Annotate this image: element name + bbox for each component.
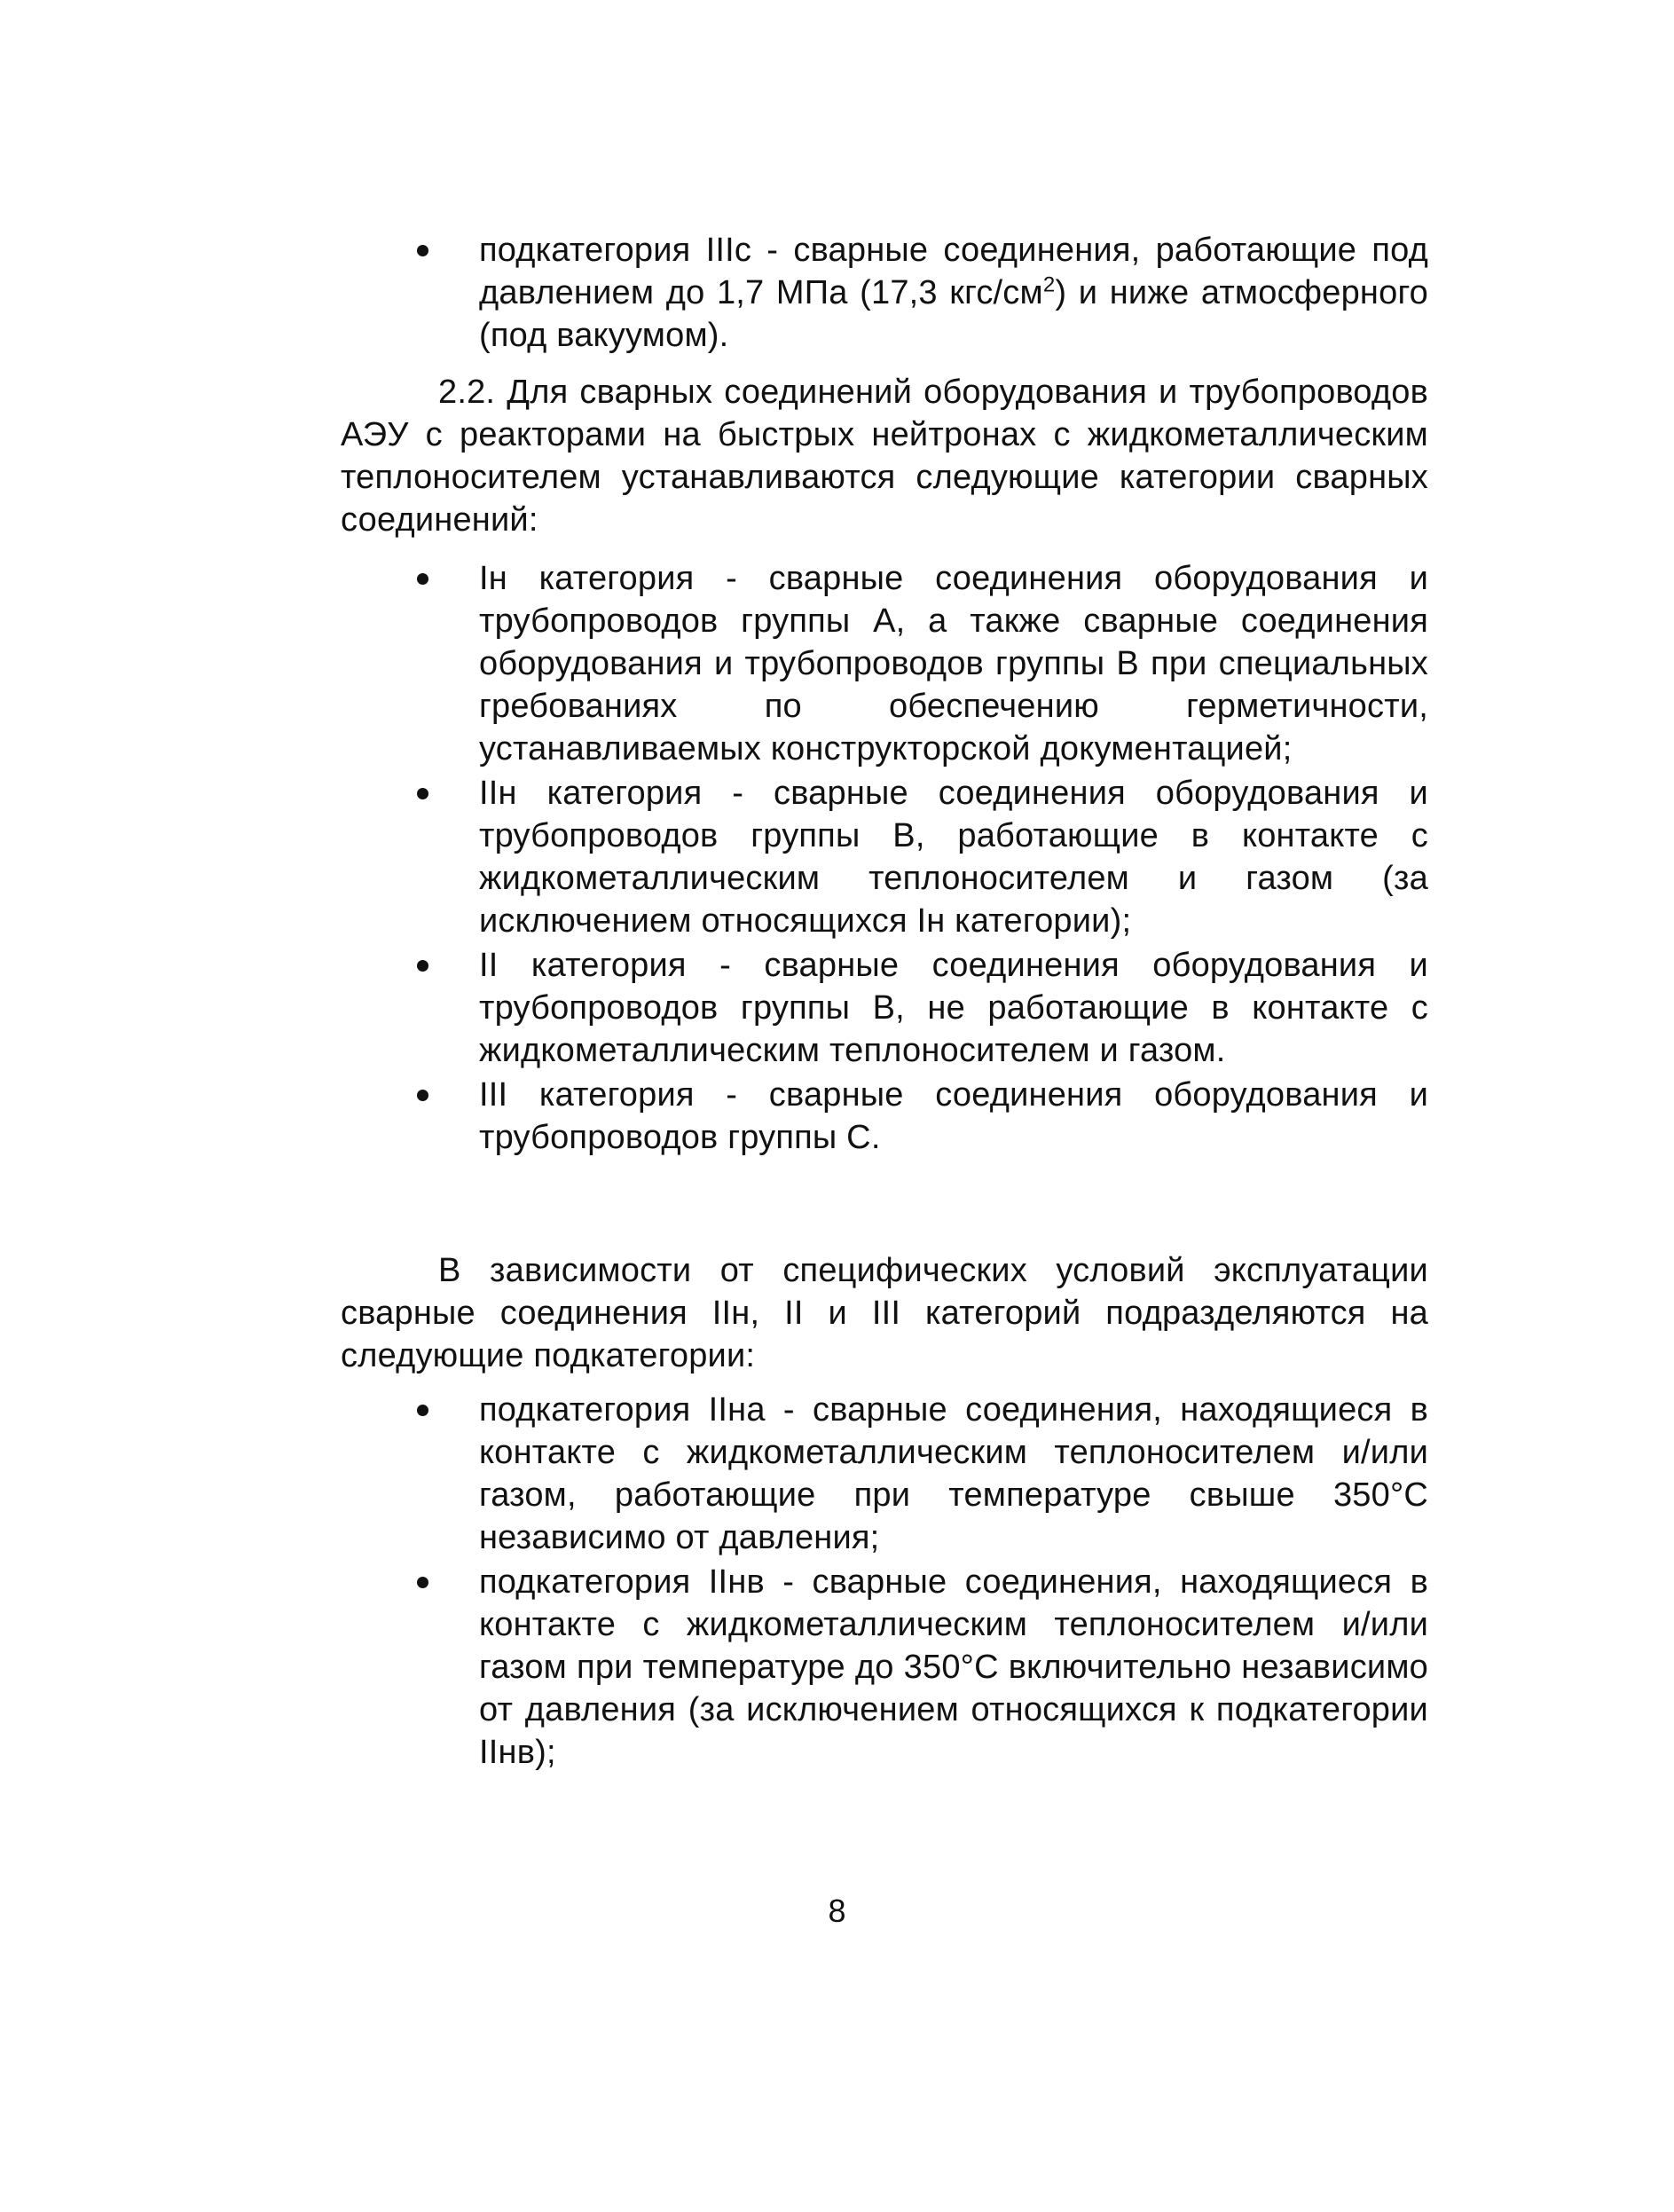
page-number: 8 [828, 1893, 846, 1929]
category-text: IIн категория - сварные соединения оборудования и трубопроводов группы В, работающие в контакте с жидкометаллическим теплоносителем и газом (за исключением относящихся Iн категории); [479, 775, 1428, 940]
list-item [408, 557, 1428, 770]
bullet-icon [417, 1090, 428, 1101]
bullet-text: подкатегория IIIс - сварные соединения, работающие под давлением до 1,7 МПа (17,3 кгс/см [479, 232, 1428, 311]
paragraph-2-2: 2.2. Для сварных соединений оборудования и трубопроводов АЭУ с реакторами на быстрых нейтронах с жидкометаллическим теплоносителем устанавливаются следующие категории сварных соединений: [341, 374, 1428, 539]
list-item [408, 772, 1428, 942]
bullet-icon [417, 245, 428, 256]
category-text: Iн категория - сварные соединения оборудования и трубопроводов группы А, а также сварные соединения оборудования и трубопроводов группы В при специальных гребованиях по обеспечению герметичности, устанавливаемых конструкторской документацией; [479, 560, 1428, 768]
subcategory-text: подкатегория IIна - сварные соединения, находящиеся в контакте с жидкометаллическим теплоносителем и/или газом, работающие при температуре свыше 350°С независимо от давления; [479, 1391, 1428, 1556]
bullet-icon [417, 1577, 428, 1588]
list-item [408, 944, 1428, 1072]
paragraph-subcategories: В зависимости от специфических условий эксплуатации сварные соединения IIн, II и III категорий подразделяются на следующие подкатегории: [341, 1252, 1428, 1374]
subcategories-list [408, 1389, 1428, 1775]
top-bullet-list [408, 229, 1428, 358]
bullet-text-end: ) и ниже атмосферного (под вакуумом). [479, 274, 1428, 354]
categories-list [408, 557, 1428, 1161]
bullet-icon [417, 960, 428, 972]
list-item [408, 229, 1428, 357]
category-text: III категория - сварные соединения оборудования и трубопроводов группы С. [479, 1076, 1428, 1156]
list-item [408, 1389, 1428, 1559]
list-item [408, 1074, 1428, 1159]
subcategory-text: подкатегория IIнв - сварные соединения, находящиеся в контакте с жидкометаллическим теплоносителем и/или газом при температуре до 350°С включительно независимо от давления (за исключением относящихся к подкатегории IIнв); [479, 1563, 1428, 1771]
bullet-icon [417, 1405, 428, 1416]
superscript: 2 [1042, 272, 1056, 297]
category-text: II категория - сварные соединения оборудования и трубопроводов группы В, не работающие в контакте с жидкометаллическим теплоносителем и газом. [479, 947, 1428, 1069]
bullet-icon [417, 573, 428, 585]
bullet-icon [417, 788, 428, 799]
list-item [408, 1561, 1428, 1774]
